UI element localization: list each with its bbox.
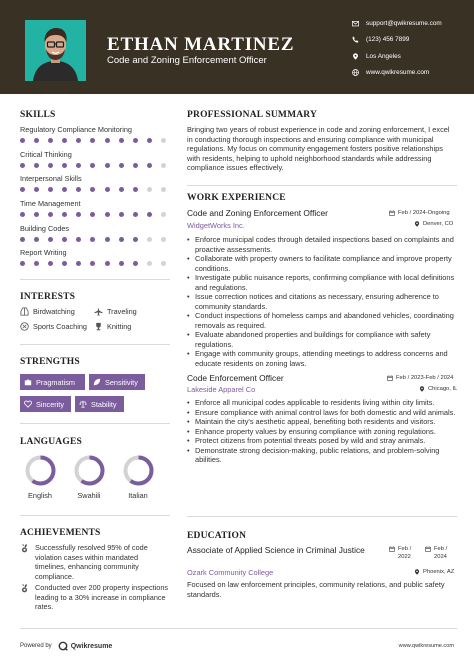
skill-dot [133, 237, 138, 242]
interest-label: Birdwatching [33, 307, 75, 316]
interest-label: Knitting [107, 322, 132, 331]
skill-dot [147, 237, 152, 242]
skill-dot [105, 138, 110, 143]
skill-dot [20, 212, 25, 217]
skill-dot [20, 237, 25, 242]
skill-dot [76, 163, 81, 168]
leaf-icon [93, 378, 101, 386]
job-title: Code and Zoning Enforcement Officer [187, 208, 328, 218]
skill-dot [48, 187, 53, 192]
skill-dot [76, 187, 81, 192]
language-item [71, 455, 107, 500]
interest-label: Traveling [107, 307, 137, 316]
skill-dot [90, 138, 95, 143]
skill-dot [105, 261, 110, 266]
location-pin-icon [414, 569, 420, 575]
skill-dot [133, 138, 138, 143]
location-pin-icon [414, 221, 420, 227]
job-location [419, 386, 457, 392]
contact-phone[interactable] [352, 32, 470, 49]
job-responsibilities [187, 398, 457, 465]
skill-dot [147, 212, 152, 217]
responsibility-item: • Protect citizens from potential threats posed by wild and stray animals. [187, 436, 457, 446]
skills-heading: SKILLS [20, 110, 56, 120]
contact-phone-text: (123) 456 7899 [366, 36, 410, 44]
job-responsibilities [187, 235, 457, 368]
skill-label: Interpersonal Skills [20, 174, 82, 183]
footer-divider [20, 628, 457, 629]
binoculars-icon [20, 307, 29, 316]
interest-item [20, 307, 75, 316]
contact-location-text: Los Angeles [366, 52, 401, 60]
contact-website[interactable] [352, 65, 470, 82]
skill-dot [161, 163, 166, 168]
responsibility-item: • Conduct inspections of homeless camps and abandoned vehicles, coordinating removals as required. [187, 311, 457, 330]
achievement-text: Conducted over 200 property inspections leading to a 30% increase in compliance rates. [35, 583, 169, 612]
language-ring [123, 455, 154, 486]
achievement-item [20, 583, 170, 612]
skill-dot [119, 261, 124, 266]
skill-dot [105, 187, 110, 192]
responsibility-item: • Engage with community groups, attending meetings to address concerns and educate residents on zoning laws. [187, 349, 457, 368]
responsibility-item: • Enforce municipal codes through detailed inspections based on complaints and proactive assessments. [187, 235, 457, 254]
job-dates-text: Feb / 2024-Ongoing [398, 210, 450, 216]
responsibility-item: • Demonstrate strong decision-making, public relations, and problem-solving abilities. [187, 446, 457, 465]
skill-rating [20, 163, 175, 168]
experience-heading: WORK EXPERIENCE [187, 193, 286, 203]
section-divider [187, 516, 457, 517]
interests-heading: INTERESTS [20, 292, 76, 302]
job-dates [389, 210, 450, 216]
skill-dot [34, 212, 39, 217]
section-divider [20, 344, 170, 345]
interest-item [20, 322, 87, 331]
skill-dot [90, 187, 95, 192]
avatar-illustration [25, 20, 86, 81]
calendar-icon [425, 546, 431, 552]
skill-dot [76, 237, 81, 242]
skill-dot [76, 138, 81, 143]
skill-dot [90, 261, 95, 266]
phone-icon [352, 36, 359, 43]
skill-dot [62, 212, 67, 217]
skill-dot [34, 163, 39, 168]
contact-email-text: support@qwikresume.com [366, 19, 442, 27]
contact-location [352, 48, 470, 65]
skill-dot [105, 237, 110, 242]
education-location-text: Phoenix, AZ [423, 569, 455, 575]
skill-label: Critical Thinking [20, 150, 72, 159]
skill-dot [76, 261, 81, 266]
skill-dot [34, 187, 39, 192]
education-date-start-text: Feb / 2022 [398, 546, 412, 560]
skill-dot [161, 138, 166, 143]
skill-dot [20, 138, 25, 143]
balance-icon [79, 400, 87, 408]
interest-label: Sports Coaching [33, 322, 87, 331]
trophy-icon [94, 322, 103, 331]
language-ring [25, 455, 56, 486]
skill-dot [90, 163, 95, 168]
job-dates [387, 375, 453, 381]
brand-name: Qwikresume [70, 642, 113, 650]
medal-icon [20, 544, 29, 553]
education-date-start [389, 546, 418, 561]
candidate-title: Code and Zoning Enforcement Officer [107, 55, 267, 66]
strength-label: Stability [91, 399, 117, 409]
interest-item [94, 322, 131, 331]
responsibility-item: • Ensure compliance with animal control laws for both domestic and wild animals. [187, 408, 457, 418]
skill-dot [62, 187, 67, 192]
responsibility-item: • Evaluate abandoned properties and buildings for compliance with safety regulations. [187, 330, 457, 349]
skill-dot [62, 261, 67, 266]
summary-text: Bringing two years of robust experience in code and zoning enforcement, I excel in conducting thorough inspections and ensuring compliance with municipal regulations. My focus on community engagement fosters positive relationships with residents, helping to uphold neighborhood standards while addressing compliance issues effectively. [187, 125, 450, 173]
education-heading: EDUCATION [187, 531, 247, 541]
skill-dot [147, 163, 152, 168]
language-item [22, 455, 58, 500]
strength-badge [20, 374, 85, 390]
strength-badge [20, 396, 71, 412]
skill-dot [147, 187, 152, 192]
section-divider [187, 185, 457, 186]
skill-dot [133, 212, 138, 217]
skill-dot [119, 237, 124, 242]
strength-label: Pragmatism [36, 377, 75, 387]
skill-dot [48, 261, 53, 266]
skill-dot [119, 163, 124, 168]
job-location-text: Denver, CO [423, 221, 454, 227]
education-school: Ozark Community College [187, 568, 274, 577]
skill-dot [20, 261, 25, 266]
responsibility-item: • Enhance property values by ensuring compliance with zoning regulations. [187, 427, 457, 437]
profile-photo [25, 20, 86, 81]
education-date-end [425, 546, 454, 561]
summary-heading: PROFESSIONAL SUMMARY [187, 110, 318, 120]
footer-powered-by[interactable] [20, 641, 112, 651]
responsibility-item: • Collaborate with property owners to facilitate compliance and improve property conditions. [187, 254, 457, 273]
skill-dot [161, 261, 166, 266]
plane-icon [94, 307, 103, 316]
education-description: Focused on law enforcement principles, community relations, and public safety standards. [187, 580, 445, 599]
footer-website[interactable]: www.qwikresume.com [398, 643, 454, 649]
skill-dot [133, 187, 138, 192]
qwikresume-logo-icon [58, 641, 68, 651]
education-date-end-text: Feb / 2024 [434, 546, 448, 560]
interest-item [94, 307, 137, 316]
candidate-name: ETHAN MARTINEZ [107, 34, 295, 55]
resume-header [0, 0, 474, 94]
job-title: Code Enforcement Officer [187, 373, 284, 383]
contact-email[interactable] [352, 15, 470, 32]
heart-icon [24, 400, 32, 408]
location-pin-icon [352, 53, 359, 60]
skill-dot [119, 138, 124, 143]
strength-badge [75, 396, 124, 412]
skill-dot [48, 163, 53, 168]
skill-dot [147, 138, 152, 143]
skill-dot [48, 212, 53, 217]
skill-dot [147, 261, 152, 266]
language-ring [74, 455, 105, 486]
language-label: Swahili [77, 491, 101, 500]
calendar-icon [389, 210, 395, 216]
skill-dot [20, 187, 25, 192]
location-pin-icon [419, 386, 425, 392]
skill-dot [90, 237, 95, 242]
responsibility-item: • Enforce all municipal codes applicable to residents living within city limits. [187, 398, 457, 408]
skill-rating [20, 138, 175, 143]
job-company: WidgetWorks Inc. [187, 221, 245, 230]
skill-dot [133, 261, 138, 266]
ball-icon [20, 322, 29, 331]
skill-dot [34, 138, 39, 143]
calendar-icon [387, 375, 393, 381]
skill-dot [119, 212, 124, 217]
skill-label: Regulatory Compliance Monitoring [20, 125, 132, 134]
strength-badge [89, 374, 145, 390]
responsibility-item: • Issue correction notices and citations as necessary, ensuring adherence to community standards. [187, 292, 457, 311]
job-location [414, 221, 453, 227]
skill-dot [105, 212, 110, 217]
skill-dot [62, 237, 67, 242]
strength-label: Sincerity [36, 399, 64, 409]
contact-website-text: www.qwikresume.com [366, 69, 430, 77]
skill-rating [20, 187, 175, 192]
job-company: Lakeside Apparel Co [187, 385, 256, 394]
achievement-text: Successfully resolved 95% of code violation cases within mandated timelines, enhancing community compliance. [35, 543, 148, 581]
skill-dot [119, 187, 124, 192]
skill-dot [62, 163, 67, 168]
skill-label: Report Writing [20, 248, 67, 257]
email-icon [352, 20, 359, 27]
language-item [120, 455, 156, 500]
languages-heading: LANGUAGES [20, 437, 82, 447]
section-divider [20, 279, 170, 280]
skill-dot [34, 261, 39, 266]
achievements-heading: ACHIEVEMENTS [20, 528, 101, 538]
job-dates-text: Feb / 2023-Feb / 2024 [396, 375, 454, 381]
education-degree: Associate of Applied Science in Criminal Justice [187, 545, 365, 555]
skill-dot [20, 163, 25, 168]
skill-label: Building Codes [20, 224, 70, 233]
skill-dot [161, 237, 166, 242]
calendar-icon [389, 546, 395, 552]
language-label: Italian [128, 491, 148, 500]
skill-rating [20, 261, 175, 266]
skill-dot [161, 212, 166, 217]
section-divider [20, 423, 170, 424]
strengths-heading: STRENGTHS [20, 357, 80, 367]
achievement-item [20, 543, 170, 581]
skill-rating [20, 237, 175, 242]
skill-dot [133, 163, 138, 168]
responsibility-item: • Investigate public nuisance reports, confirming compliance with local definitions and regulations. [187, 273, 457, 292]
language-label: English [28, 491, 52, 500]
skill-rating [20, 212, 175, 217]
skill-dot [34, 237, 39, 242]
skill-label: Time Management [20, 199, 81, 208]
skill-dot [90, 212, 95, 217]
skill-dot [48, 237, 53, 242]
skill-dot [48, 138, 53, 143]
responsibility-item: • Maintain the city's aesthetic appeal, benefiting both residents and visitors. [187, 417, 457, 427]
globe-icon [352, 69, 359, 76]
skill-dot [161, 187, 166, 192]
skill-dot [105, 163, 110, 168]
skill-dot [76, 212, 81, 217]
contact-info [352, 15, 470, 81]
job-location-text: Chicago, IL [428, 386, 458, 392]
strength-label: Sensitivity [105, 377, 138, 387]
section-divider [20, 515, 170, 516]
skill-dot [62, 138, 67, 143]
puzzle-icon [24, 378, 32, 386]
education-location [414, 569, 454, 575]
powered-by-text: Powered by [20, 643, 52, 649]
medal-icon [20, 584, 29, 593]
